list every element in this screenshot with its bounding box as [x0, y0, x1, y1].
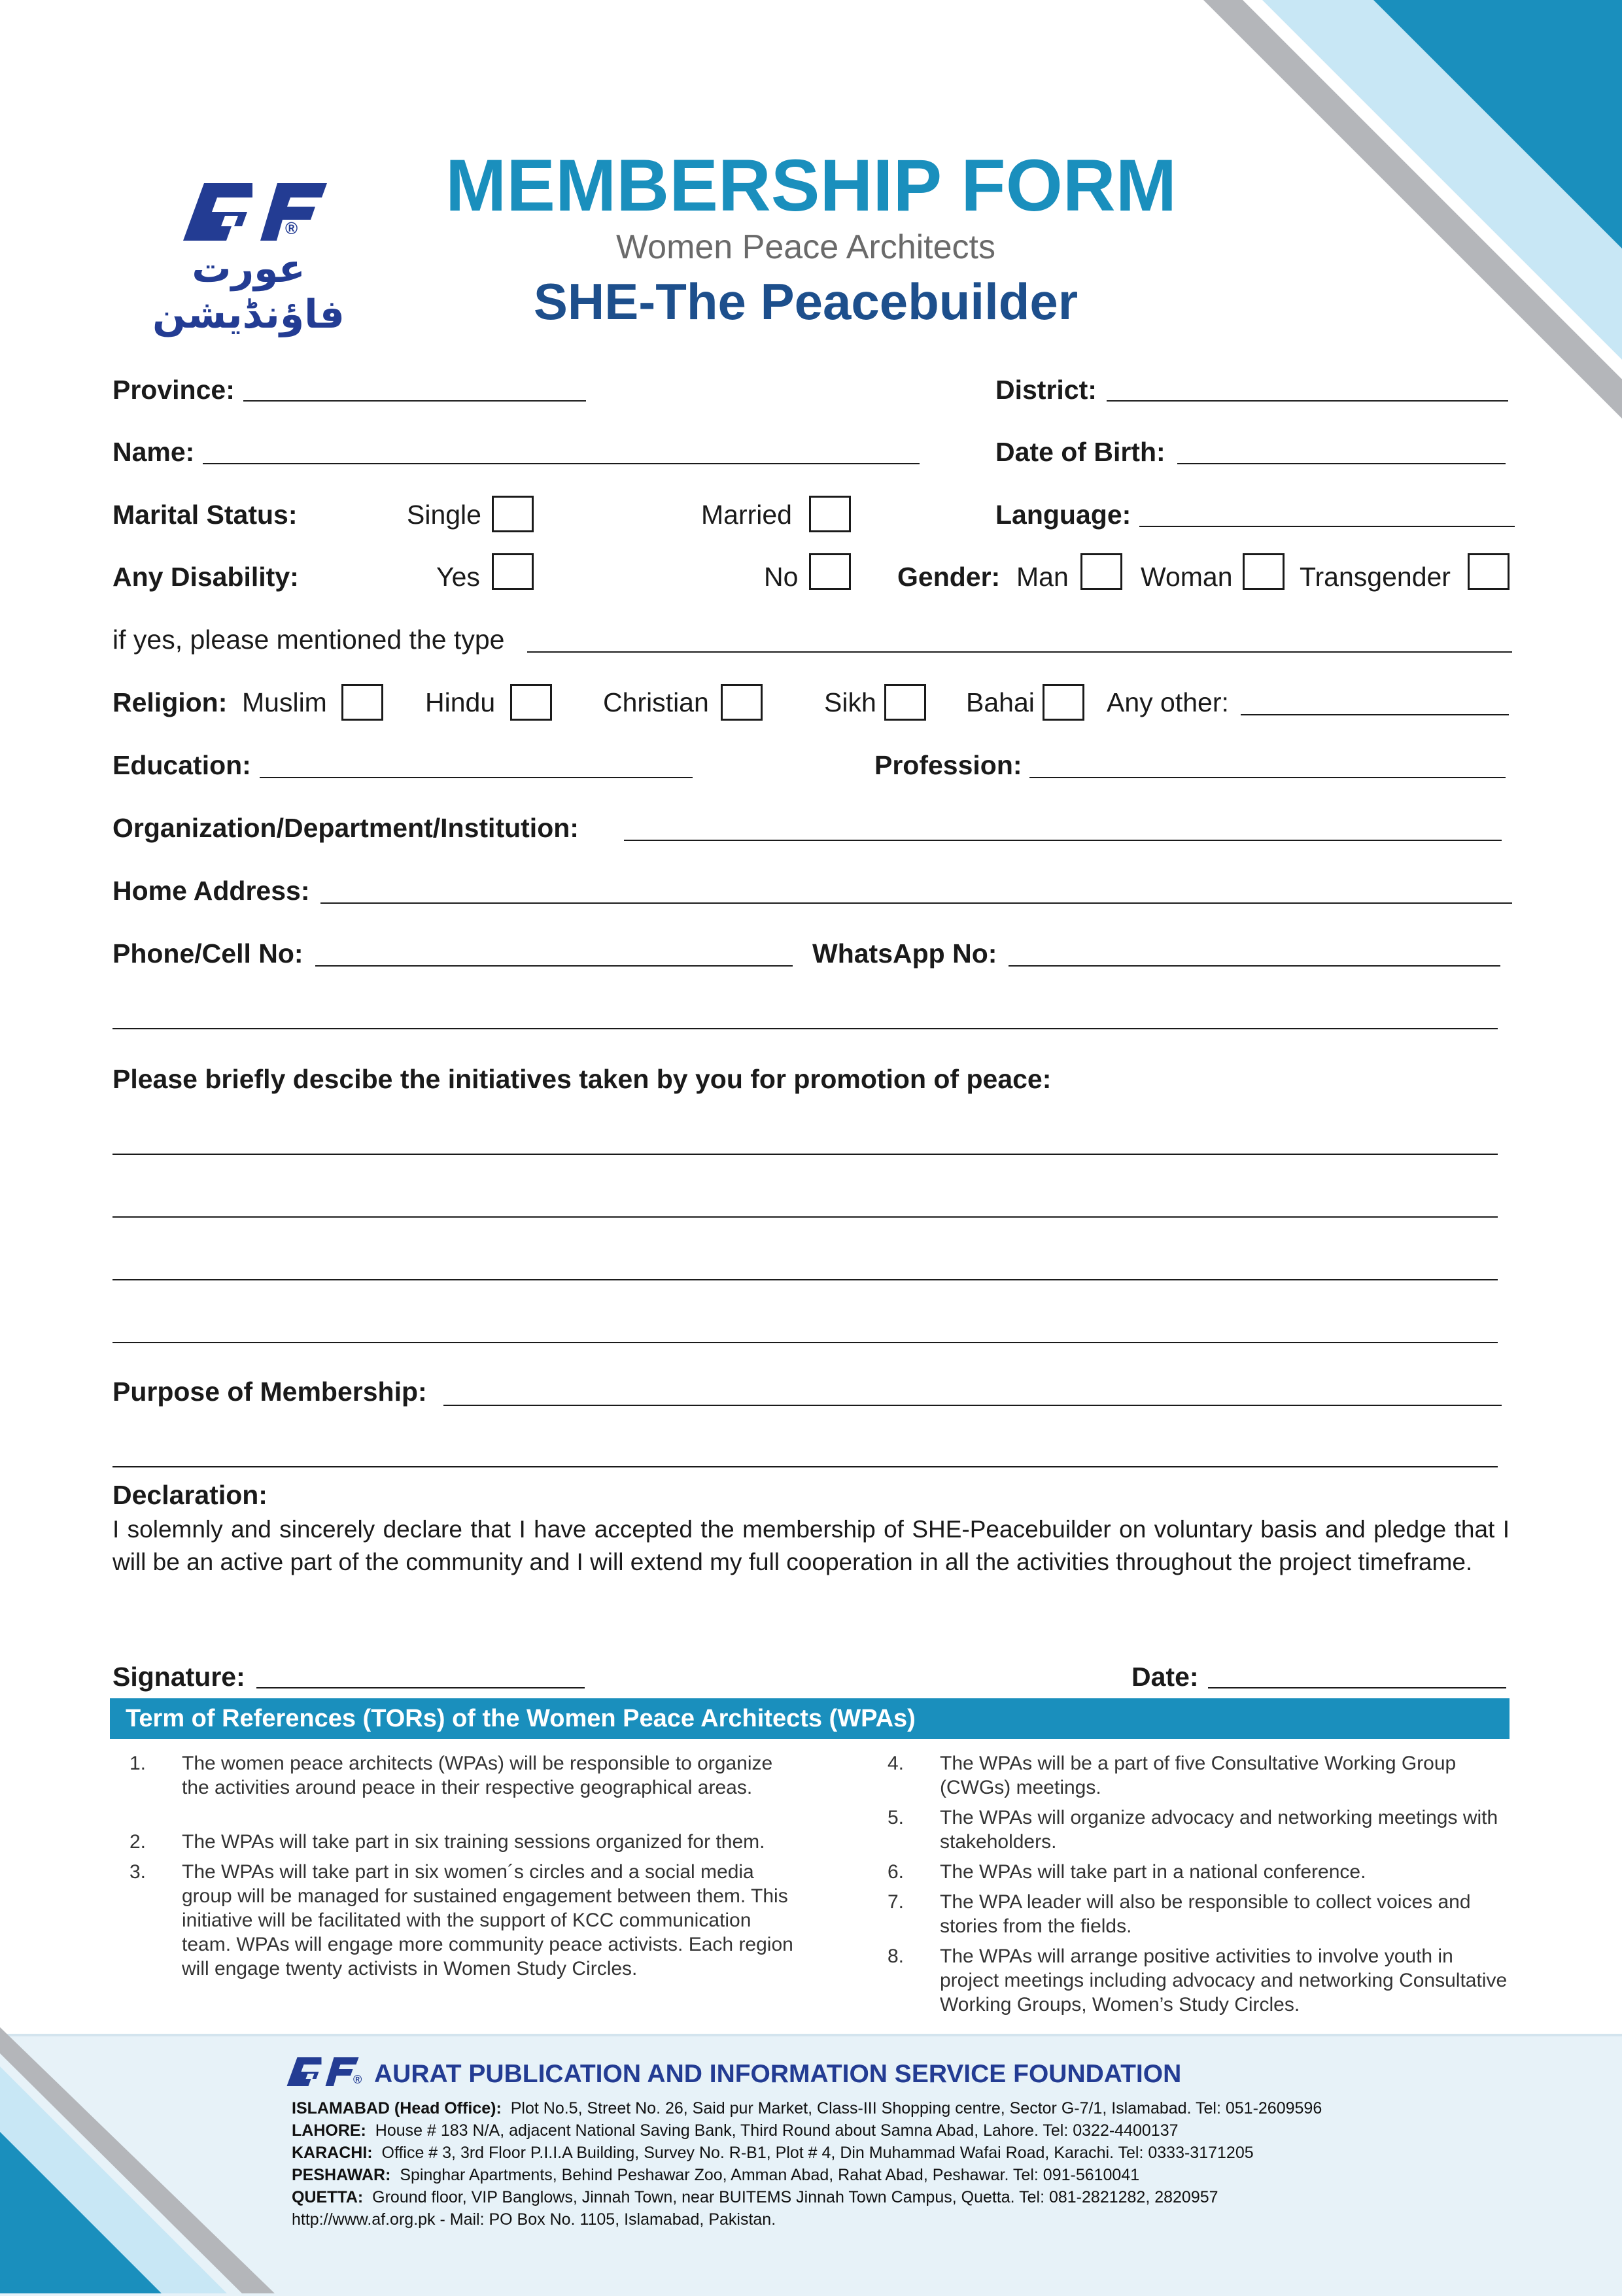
no-option-label: No — [764, 562, 799, 592]
office-address: Plot No.5, Street No. 26, Said pur Market, Class-III Shopping centre, Sector G-7/1, Islamabad. Tel: 051-2609596 — [510, 2099, 1322, 2117]
home-address-input[interactable] — [320, 902, 1512, 904]
tor-text: The WPAs will take part in a national conference. — [940, 1861, 1366, 1883]
disability-type-input[interactable] — [527, 651, 1512, 653]
office-city: LAHORE: — [292, 2121, 366, 2140]
office-city: PESHAWAR: — [292, 2166, 391, 2184]
province-label: Province: — [112, 375, 235, 405]
tor-text: The WPAs will organize advocacy and networking meetings with stakeholders. — [940, 1807, 1498, 1853]
declaration-text: I solemnly and sincerely declare that I have accepted the membership of SHE-Peacebuilder on voluntary basis and pledge that I will be an active part of the community and I will extend my full cooperation in all the activities throughout the project timeframe. — [112, 1516, 1510, 1575]
tors-heading: Term of References (TORs) of the Women Peace Architects (WPAs) — [126, 1705, 916, 1732]
office-address: Office # 3, 3rd Floor P.I.I.A Building, Survey No. R-B1, Plot # 4, Din Muhammad Wafai Road, Karachi. Tel: 0333-3171205 — [381, 2144, 1254, 2162]
bahai-option-label: Bahai — [966, 687, 1035, 717]
any-other-input[interactable] — [1241, 714, 1509, 715]
initiatives-line-2[interactable] — [112, 1216, 1498, 1218]
single-option-label: Single — [407, 500, 481, 530]
disability-type-label: if yes, please mentioned the type — [112, 625, 505, 655]
transgender-option-label: Transgender — [1300, 562, 1451, 592]
registered-mark: ® — [285, 218, 298, 238]
office-lahore — [292, 2119, 1179, 2142]
initiatives-line-1[interactable] — [112, 1154, 1498, 1155]
tor-text: The WPAs will be a part of five Consultative Working Group (CWGs) meetings. — [940, 1753, 1457, 1798]
tor-text: The WPAs will take part in six training sessions organized for them. — [182, 1831, 765, 1853]
office-islamabad — [292, 2097, 1322, 2119]
tor-number: 7. — [888, 1891, 905, 1913]
organization-input[interactable] — [624, 840, 1502, 841]
date-label: Date: — [1131, 1662, 1199, 1692]
page-title: MEMBERSHIP FORM — [445, 145, 1177, 226]
tor-number: 3. — [129, 1861, 147, 1883]
christian-checkbox[interactable] — [721, 684, 763, 721]
whatsapp-label: WhatsApp No: — [812, 938, 997, 968]
tor-text: The WPAs will take part in six women´s circles and a social media group will be managed for sustained engagement between them. This initiative will be facilitated with the support of KCC communication team. WPAs will engage more community peace activists. Each region will engage twenty activists in Women Study Circles. — [182, 1861, 793, 1979]
page-subtitle: Women Peace Architects — [616, 228, 995, 266]
phone-extra-line[interactable] — [112, 1028, 1498, 1029]
marital-status-label: Marital Status: — [112, 500, 298, 530]
tor-number: 8. — [888, 1945, 905, 1967]
single-checkbox[interactable] — [492, 496, 534, 532]
man-checkbox[interactable] — [1080, 553, 1122, 590]
sikh-option-label: Sikh — [824, 687, 876, 717]
declaration-heading: Declaration: — [112, 1480, 267, 1510]
date-input[interactable] — [1208, 1687, 1506, 1688]
transgender-checkbox[interactable] — [1468, 553, 1510, 590]
hindu-option-label: Hindu — [425, 687, 496, 717]
christian-option-label: Christian — [603, 687, 709, 717]
office-quetta — [292, 2186, 1218, 2208]
footer-registered-mark: ® — [353, 2073, 362, 2086]
top-right-corner-decoration — [1164, 0, 1622, 458]
whatsapp-input[interactable] — [1009, 965, 1500, 967]
home-address-label: Home Address: — [112, 876, 310, 906]
office-city: KARACHI: — [292, 2144, 373, 2162]
name-input[interactable] — [203, 463, 920, 464]
profession-input[interactable] — [1029, 777, 1506, 778]
logo-urdu-text: عورت فاؤنڈیشن — [152, 246, 345, 337]
office-address: House # 183 N/A, adjacent National Saving Bank, Third Round about Samna Abad, Lahore. Tel: 0322-4400137 — [375, 2121, 1179, 2140]
dob-label: Date of Birth: — [995, 437, 1165, 467]
dob-input[interactable] — [1177, 463, 1506, 464]
initiatives-line-4[interactable] — [112, 1342, 1498, 1343]
office-karachi — [292, 2142, 1254, 2164]
tor-text: The WPAs will arrange positive activities to involve youth in project meetings including advocacy and networking Consultative Working Groups, Women’s Study Circles. — [940, 1945, 1508, 2015]
header-logo — [111, 175, 386, 337]
education-input[interactable] — [260, 777, 693, 778]
tor-number: 5. — [888, 1807, 905, 1828]
gender-label: Gender: — [897, 562, 1001, 592]
office-address: Ground floor, VIP Banglows, Jinnah Town, near BUITEMS Jinnah Town Campus, Quetta. Tel: 081-2821282, 2820957 — [372, 2188, 1218, 2206]
language-input[interactable] — [1139, 526, 1515, 527]
purpose-label: Purpose of Membership: — [112, 1377, 427, 1407]
yes-option-label: Yes — [436, 562, 480, 592]
purpose-input[interactable] — [443, 1405, 1502, 1406]
initiatives-label: Please briefly descibe the initiatives taken by you for promotion of peace: — [112, 1064, 1052, 1094]
tors-banner — [110, 1698, 1510, 1739]
no-checkbox[interactable] — [809, 553, 851, 590]
signature-label: Signature: — [112, 1662, 245, 1692]
religion-label: Religion: — [112, 687, 228, 717]
bahai-checkbox[interactable] — [1043, 684, 1084, 721]
tor-number: 6. — [888, 1861, 905, 1883]
tor-number: 4. — [888, 1753, 905, 1774]
hindu-checkbox[interactable] — [510, 684, 552, 721]
man-option-label: Man — [1016, 562, 1069, 592]
woman-checkbox[interactable] — [1243, 553, 1285, 590]
office-address: Spinghar Apartments, Behind Peshawar Zoo, Amman Abad, Rahat Abad, Peshawar. Tel: 091-5610041 — [400, 2166, 1140, 2184]
af-logo-mark — [179, 178, 330, 243]
office-peshawar — [292, 2164, 1139, 2186]
program-title: SHE-The Peacebuilder — [533, 273, 1078, 330]
phone-label: Phone/Cell No: — [112, 938, 303, 968]
province-input[interactable] — [243, 400, 586, 402]
language-label: Language: — [995, 500, 1131, 530]
district-label: District: — [995, 375, 1097, 405]
tor-text: The WPA leader will also be responsible to collect voices and stories from the fields. — [940, 1891, 1471, 1937]
woman-option-label: Woman — [1141, 562, 1233, 592]
tor-text: The women peace architects (WPAs) will be responsible to organize the activities around peace in their respective geographical areas. — [182, 1753, 773, 1798]
initiatives-line-3[interactable] — [112, 1279, 1498, 1280]
married-option-label: Married — [701, 500, 792, 530]
office-city: ISLAMABAD (Head Office): — [292, 2099, 502, 2117]
education-label: Education: — [112, 750, 251, 780]
office-city: QUETTA: — [292, 2188, 364, 2206]
married-checkbox[interactable] — [809, 496, 851, 532]
bottom-left-corner-decoration — [0, 2027, 275, 2293]
signature-input[interactable] — [256, 1687, 585, 1688]
sikh-checkbox[interactable] — [884, 684, 926, 721]
footer-org-name: AURAT PUBLICATION AND INFORMATION SERVICE FOUNDATION — [374, 2060, 1182, 2088]
disability-label: Any Disability: — [112, 562, 299, 592]
footer-af-logo — [284, 2055, 361, 2087]
phone-input[interactable] — [315, 965, 793, 967]
tor-number: 2. — [129, 1831, 147, 1853]
yes-checkbox[interactable] — [492, 553, 534, 590]
organization-label: Organization/Department/Institution: — [112, 813, 579, 843]
muslim-option-label: Muslim — [242, 687, 327, 717]
name-label: Name: — [112, 437, 195, 467]
footer-web-link[interactable]: http://www.af.org.pk - Mail: PO Box No. 1105, Islamabad, Pakistan. — [292, 2210, 776, 2229]
purpose-line-2[interactable] — [112, 1466, 1498, 1467]
tor-number: 1. — [129, 1753, 147, 1774]
muslim-checkbox[interactable] — [341, 684, 383, 721]
district-input[interactable] — [1107, 400, 1508, 402]
profession-label: Profession: — [874, 750, 1022, 780]
any-other-label: Any other: — [1107, 687, 1229, 717]
